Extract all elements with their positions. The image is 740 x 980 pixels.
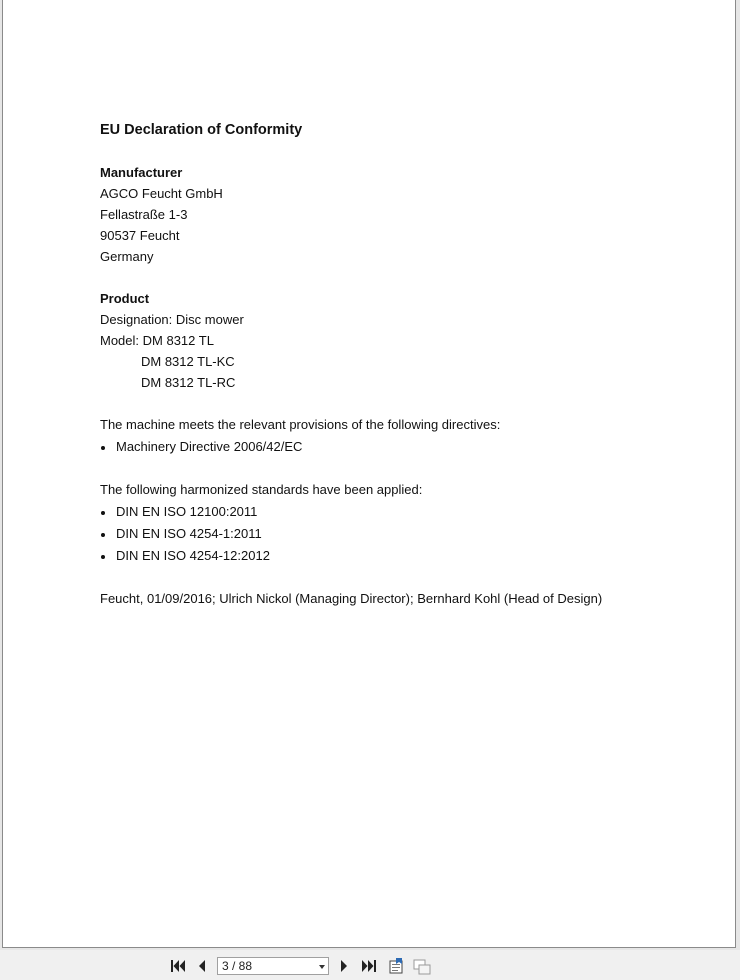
product-section	[100, 288, 700, 393]
chevron-down-icon	[319, 965, 325, 969]
directive-item: Machinery Directive 2006/42/EC	[100, 436, 700, 458]
last-page-icon[interactable]	[361, 959, 377, 973]
product-designation: Designation: Disc mower	[100, 312, 244, 327]
standards-list	[100, 501, 700, 567]
first-page-icon[interactable]	[170, 959, 186, 973]
manufacturer-line: AGCO Feucht GmbH	[100, 186, 223, 201]
page-indicator: 3 / 88	[222, 959, 253, 973]
page-number-select[interactable]	[217, 957, 329, 975]
document-title: EU Declaration of Conformity	[100, 122, 303, 138]
document-page	[2, 0, 736, 948]
directives-intro: The machine meets the relevant provisions of the following directives:	[100, 417, 501, 432]
window-icon[interactable]	[413, 959, 431, 975]
standard-item: DIN EN ISO 4254-1:2011	[100, 523, 700, 545]
signature-line: Feucht, 01/09/2016; Ulrich Nickol (Managing Director); Bernhard Kohl (Head of Design)	[100, 591, 603, 606]
page-content	[100, 120, 700, 609]
standard-item: DIN EN ISO 12100:2011	[100, 501, 700, 523]
manufacturer-line: Germany	[100, 249, 154, 264]
product-model-variant: DM 8312 TL-KC	[141, 354, 235, 369]
manufacturer-section	[100, 162, 700, 267]
directives-list	[100, 436, 700, 458]
manufacturer-line: Fellastraße 1-3	[100, 207, 188, 222]
page-navigation-toolbar	[0, 950, 740, 980]
directives-section	[100, 414, 700, 458]
next-page-icon[interactable]	[338, 959, 350, 973]
standard-item: DIN EN ISO 4254-12:2012	[100, 545, 700, 567]
bookmark-icon[interactable]	[388, 958, 405, 975]
product-heading: Product	[100, 291, 150, 306]
previous-page-icon[interactable]	[196, 959, 208, 973]
product-model: Model: DM 8312 TL	[100, 333, 214, 348]
standards-intro: The following harmonized standards have been applied:	[100, 482, 423, 497]
manufacturer-line: 90537 Feucht	[100, 228, 180, 243]
standards-section	[100, 479, 700, 567]
product-model-variant: DM 8312 TL-RC	[141, 375, 236, 390]
manufacturer-heading: Manufacturer	[100, 165, 183, 180]
